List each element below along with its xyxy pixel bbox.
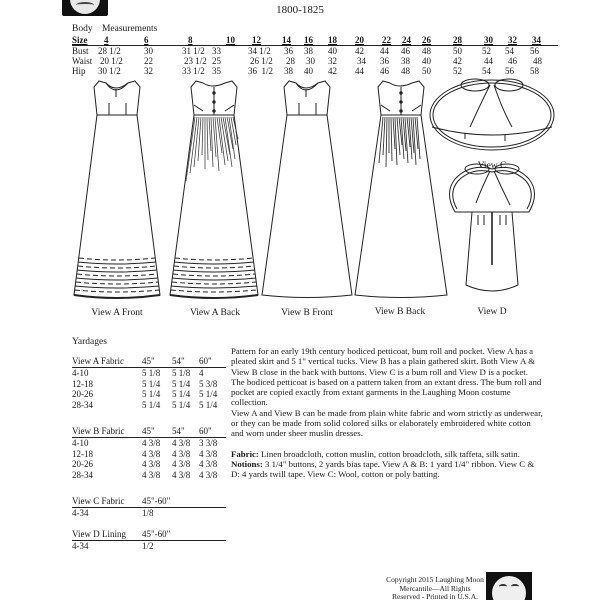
size-cell: 32 [508,35,517,45]
value-cell: 25 [212,56,221,66]
value-cell: 42 [328,66,337,76]
value-cell: 30 [306,56,315,66]
value-cell: 34 [357,56,366,66]
header-cell: 45" [142,356,155,366]
size-cell: 22 [382,35,391,45]
cell: 28-34 [72,469,93,480]
value-cell: 28 1/2 [98,46,121,56]
view-b-front-drawing [262,81,352,298]
yardage-table-view-c [72,496,226,519]
label-view-b-back: View B Back [374,307,426,317]
value-cell: 28 [286,56,295,66]
view-a-back-drawing [170,81,258,298]
row-label: Waist [72,56,93,66]
notions-text: 3 1/4" buttons, 2 yards bias tape. View A & B: 1 yard 1/4" ribbon. View C & D: 4 yards twill tape. View C: Wool, cotton or poly batting. [231,458,535,480]
fabric-label: Fabric: [231,448,259,459]
header-cell: 45"-60" [142,529,171,539]
label-view-d: View D [477,307,507,317]
notions-label: Notions: [231,458,263,469]
measurement-row-waist [72,56,558,66]
value-cell: 48 [422,46,431,56]
measurements-title [72,24,157,34]
size-cell: 28 [453,35,462,45]
header-cell: 60" [199,426,212,436]
cell: 5 1/4 [199,389,218,399]
row-label: Hip [72,66,86,76]
size-cell: 6 [144,35,149,45]
value-cell: 32 [328,56,337,66]
cell: 4 3/8 [142,469,161,480]
value-cell: 48 [401,66,410,76]
header-cell: 60" [199,356,212,366]
value-cell: 48 [533,56,542,66]
cell: 4 3/8 [142,459,161,469]
value-cell: 56 [505,66,514,76]
header-cell: 45"-60" [142,496,171,506]
header-cell: 54" [172,356,185,366]
table-row [72,389,226,400]
cell: 4 3/8 [172,459,191,469]
value-cell: 40 [304,66,313,76]
size-header-row [72,35,558,46]
table-row [72,541,226,552]
yardage-table-view-b [72,426,226,480]
value-cell: 22 [144,56,153,66]
logo-bottom [486,572,532,600]
measurements-title-left: Body [72,24,93,34]
cell: 4 [199,368,204,378]
value-cell: 36 [380,56,389,66]
value-cell: 40 [422,56,431,66]
yardage-table-view-a [72,356,226,410]
table-row [72,368,226,379]
value-cell: 54 [505,46,514,56]
size-cell: 4 [104,35,109,45]
size-label: Size [72,35,88,45]
table-row [72,470,226,481]
value-cell: 38 [401,56,410,66]
value-cell: 52 [482,46,491,56]
cell: 28-34 [72,399,93,410]
value-cell: 35 [212,66,221,76]
cell: 4 3/8 [142,438,161,448]
view-c-drawing [430,79,554,150]
cell: 4-34 [72,541,89,551]
measurement-row-bust [72,46,558,56]
cell: 4-10 [72,438,89,448]
value-cell: 36 1/2 [248,66,274,76]
header-cell: View A Fabric [72,356,124,366]
header-cell: 54" [172,426,185,436]
cell: 4 3/8 [172,469,191,480]
table-row [72,400,226,411]
size-cell: 14 [282,35,291,45]
label-view-b-front: View B Front [281,308,333,318]
value-cell: 58 [530,66,539,76]
label-view-c: View C [477,161,507,171]
table-row [72,449,226,460]
value-cell: 33 [212,46,221,56]
fabric-info [231,449,543,459]
value-cell: 26 1/2 [250,56,273,66]
cell: 12-18 [72,378,93,389]
pattern-description [231,346,543,480]
cell: 20-26 [72,459,93,469]
cell: 4 3/8 [172,438,191,448]
table-row [72,459,226,470]
cell: 1/2 [142,541,154,551]
size-cell: 10 [226,35,235,45]
value-cell: 40 [328,46,337,56]
value-cell: 44 [380,46,389,56]
measurements-title-right: Measurements [101,24,158,34]
header-cell: 45" [142,426,155,436]
cell: 4 3/8 [172,448,191,459]
description-paragraph: Pattern for an early 19th century bodiced petticoat, bum roll and pocket. View A has a pleated skirt and 5 1" vertical tucks. View B has a plain gathered skirt. Both View A & View B close in the back with buttons. View C is a bum roll and View D is a pocket. [231,346,535,377]
fabric-text: Linen broadcloth, cotton muslin, cotton broadcloth, silk taffeta, silk satin. [258,448,520,459]
header-cell: View D Lining [72,529,126,539]
size-cell: 24 [402,35,411,45]
label-view-a-back: View A Back [189,308,241,318]
value-cell: 42 [355,46,364,56]
cell: 4 3/8 [199,459,218,469]
cell: 4 3/8 [199,448,218,459]
description-paragraph: The bodiced petticoat is based on a pattern taken from an extant dress. The bum roll and pocket are copied exactly from extant garments in the Laughing Moon costume collection. [231,376,542,408]
header-cell: View C Fabric [72,496,125,506]
cell: 3 3/8 [199,438,218,448]
value-cell: 23 1/2 [184,56,207,66]
notions-info [231,459,543,480]
table-header [72,356,226,368]
value-cell: 44 [355,66,364,76]
size-cell: 20 [355,35,364,45]
yardages-title: Yardages [72,337,107,347]
size-cell: 30 [484,35,493,45]
value-cell: 46 [508,56,517,66]
value-cell: 46 [401,46,410,56]
table-row [72,508,226,519]
cell: 5 1/8 [142,368,161,378]
value-cell: 54 [482,66,491,76]
cell: 4-10 [72,368,89,378]
value-cell: 34 1/2 [248,46,271,56]
value-cell: 36 [284,46,293,56]
cell: 5 1/4 [199,399,218,410]
value-cell: 42 [453,56,462,66]
cell: 5 1/4 [142,399,161,410]
cell: 12-18 [72,448,93,459]
table-header [72,529,226,541]
value-cell: 56 [530,46,539,56]
size-cell: 16 [304,35,313,45]
cell: 5 1/4 [172,399,191,410]
cell: 5 1/4 [172,389,191,399]
cell: 5 1/4 [142,389,161,399]
value-cell: 31 1/2 [182,46,205,56]
size-cell: 8 [188,35,193,45]
cell: 5 1/4 [172,378,191,389]
copyright-notice: Copyright 2015 Laughing Moon Mercantile—All Rights Reserved - Printed in U.S.A. [386,575,484,601]
header-cell: View B Fabric [72,426,125,436]
value-cell: 50 [422,66,431,76]
cell: 20-26 [72,389,93,399]
garment-illustrations [0,75,600,325]
cell: 5 3/8 [199,378,218,389]
table-header [72,496,226,508]
cell: 4 3/8 [142,448,161,459]
value-cell: 30 1/2 [98,66,121,76]
yardage-table-view-d [72,529,226,552]
row-label: Bust [72,46,89,56]
value-cell: 46 [380,66,389,76]
label-view-a-front: View A Front [91,308,143,318]
value-cell: 50 [453,46,462,56]
cell: 5 1/4 [142,378,161,389]
description-paragraph: View A and View B can be made from plain white fabric and worn strictly as underwear, or they can be made from solid colored silks or elaborately embroidered white cotton and worn under sheer muslin dresses. [231,407,543,439]
value-cell: 38 [284,66,293,76]
value-cell: 30 [144,46,153,56]
date-range: 1800-1825 [276,4,324,16]
value-cell: 20 1/2 [100,56,123,66]
value-cell: 38 [304,46,313,56]
cell: 4 3/8 [199,469,218,480]
table-row [72,379,226,390]
size-cell: 34 [532,35,541,45]
cell: 4-34 [72,508,89,518]
view-a-front-drawing [74,81,160,298]
size-cell: 18 [328,35,337,45]
value-cell: 32 [144,66,153,76]
table-row [72,438,226,449]
view-d-drawing [450,164,535,291]
value-cell: 33 1/2 [182,66,205,76]
size-cell: 12 [252,35,261,45]
size-cell: 26 [422,35,431,45]
cell: 5 1/8 [172,368,191,378]
value-cell: 52 [453,66,462,76]
cell: 1/8 [142,508,154,518]
value-cell: 44 [484,56,493,66]
table-header [72,426,226,438]
